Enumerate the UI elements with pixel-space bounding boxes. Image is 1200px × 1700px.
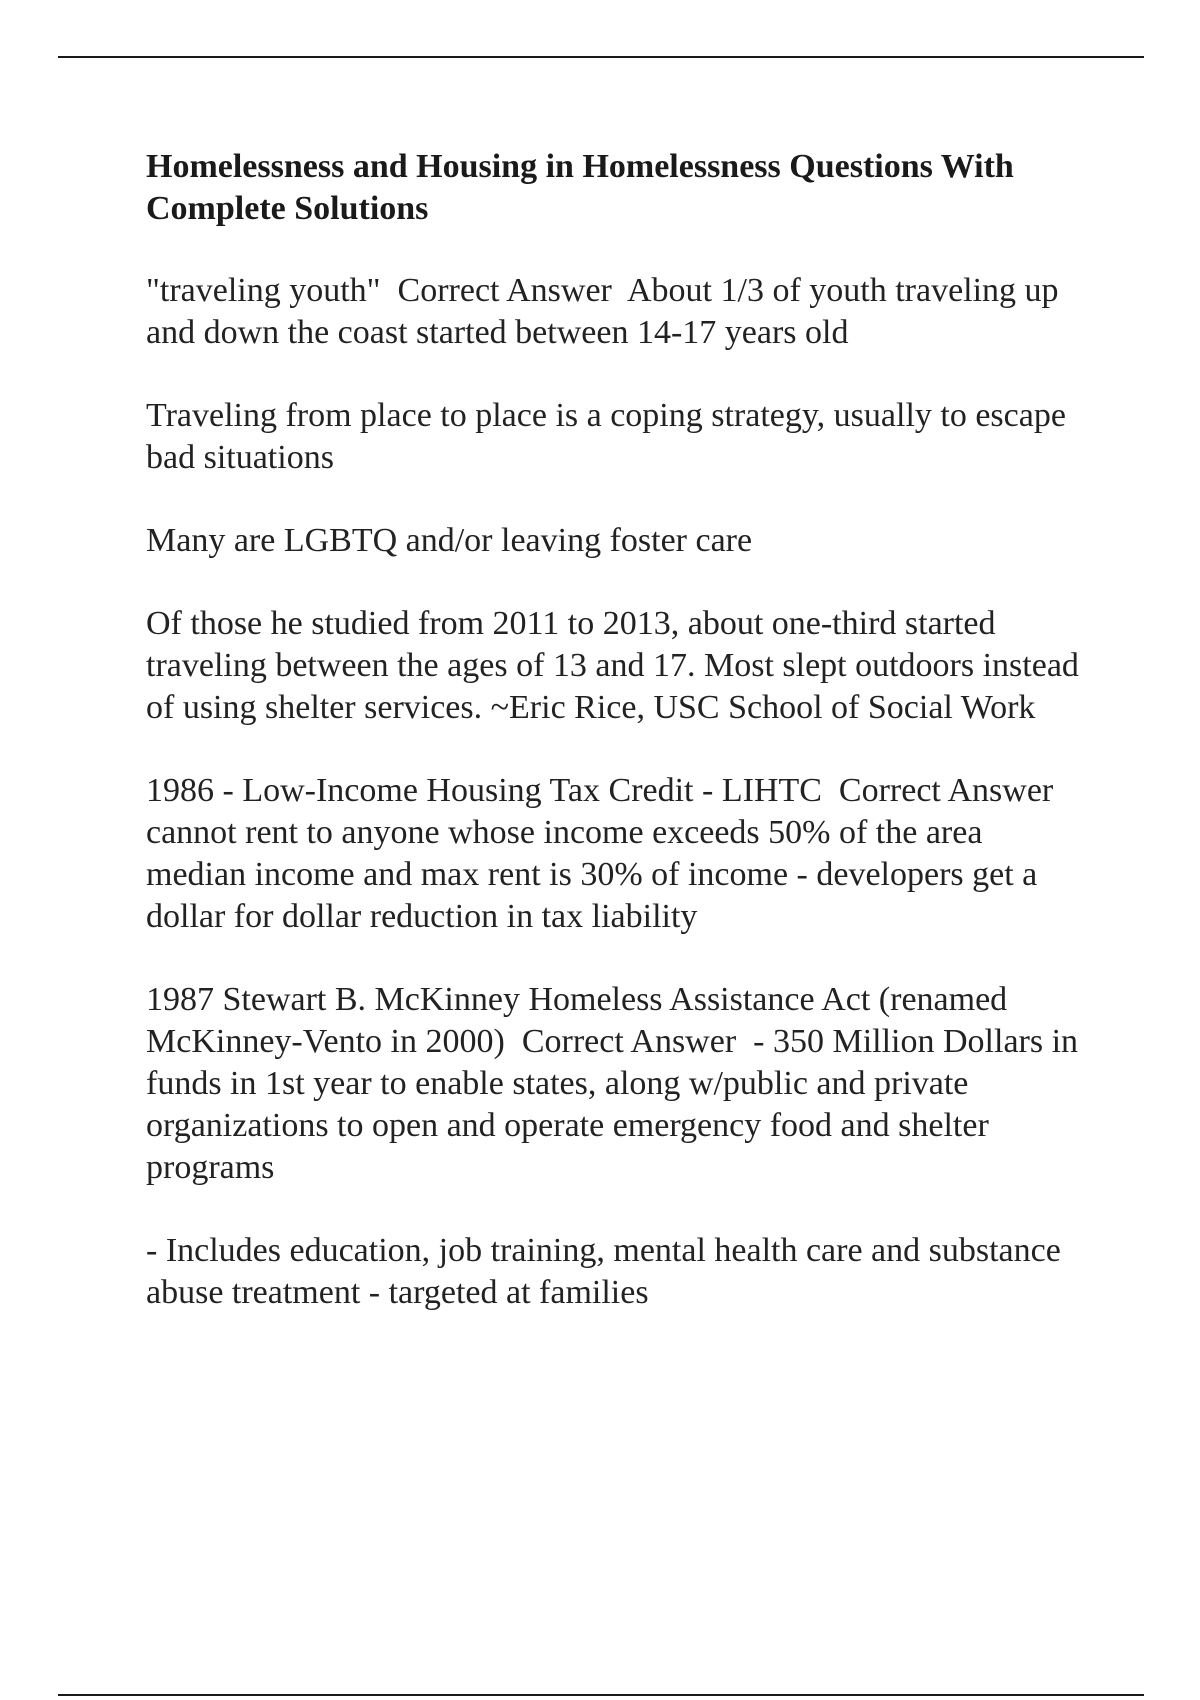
paragraph-includes-education: - Includes education, job training, mental health care and substance abuse treatment - targeted at families [146,1232,1070,1311]
document-title: Homelessness and Housing in Homelessness Questions With Complete Solutions [146,148,1014,227]
paragraph-mckinney-act: 1987 Stewart B. McKinney Homeless Assistance Act (renamed McKinney-Vento in 2000) Correct Answer - 350 Million Dollars in funds in 1st year to enable states, along w/public and private organizations to open and operate emergency food and shelter programs [146,981,1087,1186]
paragraph-coping-strategy: Traveling from place to place is a coping strategy, usually to escape bad situations [146,397,1075,476]
header-rule [58,56,1144,58]
paragraph-eric-rice-study: Of those he studied from 2011 to 2013, about one-third started traveling between the ages of 13 and 17. Most slept outdoors instead of using shelter services. ~Eric Rice, USC School of Social Work [146,605,1088,726]
footer-rule [58,1694,1144,1696]
paragraph-traveling-youth: "traveling youth" Correct Answer About 1/3 of youth traveling up and down the coast started between 14-17 years old [146,272,1068,351]
paragraph-lgbtq-foster: Many are LGBTQ and/or leaving foster care [146,522,753,559]
document-body [146,146,1086,1355]
paragraph-lihtc: 1986 - Low-Income Housing Tax Credit - LIHTC Correct Answer cannot rent to anyone whose income exceeds 50% of the area median income and max rent is 30% of income - developers get a dollar for dollar reduction in tax liability [146,772,1071,935]
